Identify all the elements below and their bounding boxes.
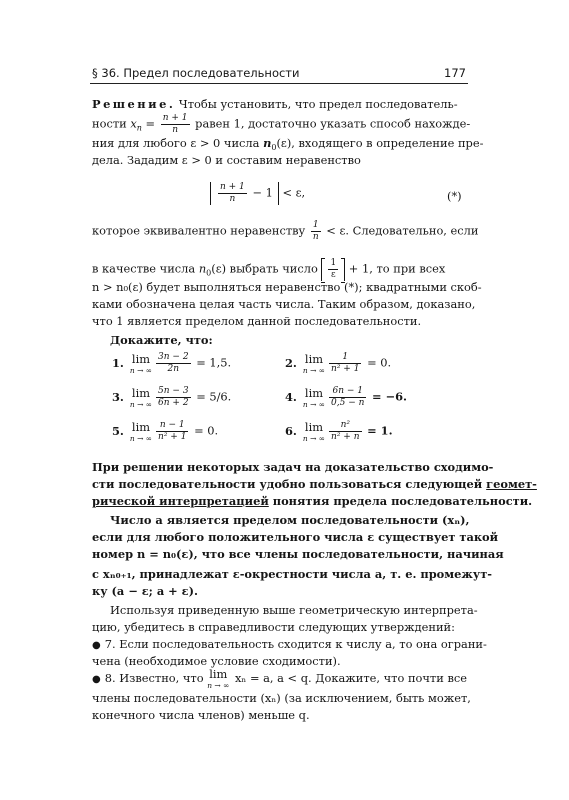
lim-subscript: n → ∞	[129, 399, 153, 409]
definition-line-2: если для любого положительного числа ε существует такой	[92, 530, 499, 544]
using-line-1: Используя приведенную выше геометрическую интерпрета-	[110, 603, 478, 617]
lim-subscript: n → ∞	[129, 433, 153, 443]
fraction-denominator: n² + 1	[331, 364, 360, 374]
limit	[207, 668, 229, 690]
header-rule	[90, 83, 468, 84]
choice-text: + 1, то при всех	[345, 261, 446, 276]
sequence-fraction	[161, 113, 190, 136]
exercise-fraction	[156, 352, 191, 375]
exercise-4	[285, 386, 407, 409]
fraction-denominator: 6n + 2	[158, 398, 189, 408]
definition-line-4: с xₙ₀₊₁, принадлежат ε-окрестности числа a, т. е. промежут-	[92, 567, 492, 581]
minus-one: − 1	[248, 185, 273, 200]
geom-text: понятия предела последовательности.	[268, 494, 533, 508]
lim-word: lim	[209, 667, 228, 681]
item-7-text: 7. Если последовательность сходится к числу a, то она ограни-	[104, 637, 487, 651]
exercise-result: = 0.	[367, 355, 392, 370]
solution-line-1	[92, 96, 468, 113]
exercise-number: 6.	[285, 423, 297, 438]
fraction-denominator: n² + 1	[158, 432, 187, 442]
definition-line-3: номер n = n₀(ε), что все члены последовательности, начиная	[92, 547, 504, 561]
using-line-2: цию, убедитесь в справедливости следующих утверждений:	[92, 620, 455, 634]
exercise-result: = 1,5.	[196, 355, 232, 370]
choice-text: в качестве числа	[92, 261, 199, 276]
fraction-denominator: n	[312, 232, 319, 242]
n0-subscript: 0	[271, 143, 277, 152]
solution-text: равен 1, достаточно указать способ нахожде-	[191, 116, 471, 131]
fraction-numerator: 5n − 3	[158, 386, 189, 396]
lim-subscript: n → ∞	[129, 365, 153, 375]
lim-word: lim	[131, 385, 151, 400]
lim-word: lim	[131, 419, 151, 434]
fraction-denominator: 2n	[156, 363, 191, 375]
lim-word: lim	[304, 351, 324, 366]
prove-label: Докажите, что:	[110, 333, 213, 347]
solution-line-2	[92, 113, 471, 137]
n0-symbol: n	[263, 136, 272, 150]
lim-subscript: n → ∞	[302, 365, 326, 375]
geom-text: сти последовательности удобно пользоваться следующей	[92, 477, 487, 491]
exercise-number: 2.	[285, 355, 297, 370]
exercise-result: = −6.	[372, 389, 407, 404]
fraction-denominator: n	[161, 124, 190, 136]
bullet-icon: ●	[92, 674, 101, 685]
fraction-denominator: 0,5 − n	[331, 398, 365, 408]
lim-subscript: n → ∞	[207, 681, 230, 690]
equiv-line	[92, 220, 479, 243]
seq-index: n	[136, 123, 142, 133]
fraction-numerator: 3n − 2	[158, 352, 189, 362]
limit	[130, 387, 152, 409]
geom-term: геомет-	[486, 477, 537, 491]
exercise-number: 3.	[112, 389, 124, 404]
exercise-fraction	[156, 386, 191, 409]
exercise-number: 4.	[285, 389, 297, 404]
fraction-denominator: n² + n	[331, 432, 360, 442]
item-8-line-3: конечного числа членов) меньше q.	[92, 708, 310, 722]
n0-symbol: n	[198, 261, 207, 276]
exercise-fraction	[329, 352, 361, 375]
exercise-number: 5.	[112, 423, 124, 438]
exercise-fraction	[329, 386, 366, 409]
running-header	[92, 66, 466, 84]
fraction-numerator: n + 1	[220, 182, 245, 192]
definition-line-5: ку (a − ε; a + ε).	[92, 584, 198, 598]
section-title: § 36. Предел последовательности	[92, 66, 300, 80]
equiv-fraction	[311, 220, 321, 243]
integer-part-bracket	[321, 258, 345, 281]
seq-symbol: x	[130, 116, 137, 131]
item-8-text: xₙ = a, a < q. Докажите, что почти все	[231, 671, 467, 685]
inequality-formula	[210, 182, 305, 205]
inequality-fraction	[218, 182, 247, 205]
limit	[303, 387, 325, 409]
limit	[130, 353, 152, 375]
fraction-numerator: 1	[330, 258, 337, 268]
fraction-numerator: n + 1	[162, 113, 188, 123]
solution-label: Решение.	[92, 97, 176, 111]
limit	[303, 353, 325, 375]
choice-line	[92, 258, 468, 282]
fraction-numerator: 1	[342, 352, 349, 362]
exercise-3	[112, 386, 231, 409]
definition-line-1: Число a является пределом последовательности (xₙ),	[110, 513, 470, 527]
exercise-fraction	[156, 420, 188, 443]
exercise-2	[285, 352, 391, 375]
exercise-number: 1.	[112, 355, 124, 370]
lim-word: lim	[304, 419, 324, 434]
fraction-denominator: ε	[328, 269, 338, 281]
equation-tag: (*)	[447, 189, 462, 203]
inequality-rhs: < ε,	[278, 185, 306, 200]
equiv-text: которое эквивалентно неравенству	[92, 223, 309, 238]
bracket-fraction	[328, 258, 338, 281]
lim-word: lim	[131, 351, 151, 366]
equiv-text: < ε. Следовательно, если	[322, 223, 479, 238]
exercise-result: = 0.	[194, 423, 219, 438]
limit	[130, 421, 152, 443]
limit	[303, 421, 325, 443]
geom-line-1: При решении некоторых задач на доказательство сходимо-	[92, 460, 494, 474]
fraction-denominator: n	[218, 193, 247, 205]
lim-word: lim	[304, 385, 324, 400]
item-8-text: 8. Известно, что	[104, 671, 208, 685]
solution-text: (ε), входящего в определение пре-	[276, 136, 484, 150]
geom-term: рической интерпретацией	[92, 494, 269, 508]
item-8-line-2: члены последовательности (xₙ) (за исключением, быть может,	[92, 691, 471, 705]
after-line-1: n > n₀(ε) будет выполняться неравенство (*); квадратными скоб-	[92, 280, 482, 294]
n0-subscript: 0	[206, 268, 212, 278]
item-7-line-2: чена (необходимое условие сходимости).	[92, 654, 341, 668]
absolute-value	[210, 182, 279, 205]
fraction-numerator: 1	[312, 220, 319, 230]
item-8-line-1	[92, 668, 468, 690]
exercise-fraction	[329, 420, 361, 443]
lim-subscript: n → ∞	[302, 433, 326, 443]
exercise-1	[112, 352, 231, 375]
bullet-icon: ●	[92, 640, 101, 651]
page-number: 177	[444, 66, 466, 80]
choice-text: (ε) выбрать число	[211, 261, 322, 276]
fraction-numerator: n²	[340, 420, 350, 430]
solution-line-4: дела. Зададим ε > 0 и составим неравенство	[92, 153, 361, 167]
geom-line-2	[92, 476, 537, 493]
geom-line-3	[92, 493, 533, 510]
lim-subscript: n → ∞	[302, 399, 326, 409]
solution-text: ния для любого ε > 0 числа	[92, 136, 264, 150]
fraction-numerator: 6n − 1	[332, 386, 363, 396]
exercise-result: = 5/6.	[196, 389, 232, 404]
item-7-line-1	[92, 636, 487, 654]
after-line-2: ками обозначена целая часть числа. Таким образом, доказано,	[92, 297, 476, 311]
exercise-5	[112, 420, 218, 443]
solution-text: ности	[92, 116, 131, 131]
exercise-6	[285, 420, 393, 443]
after-line-3: что 1 является пределом данной последовательности.	[92, 314, 422, 328]
exercise-result: = 1.	[367, 423, 393, 438]
fraction-numerator: n − 1	[159, 420, 185, 430]
equals-sign: =	[141, 116, 159, 131]
solution-text: Чтобы установить, что предел последователь-	[175, 97, 458, 111]
